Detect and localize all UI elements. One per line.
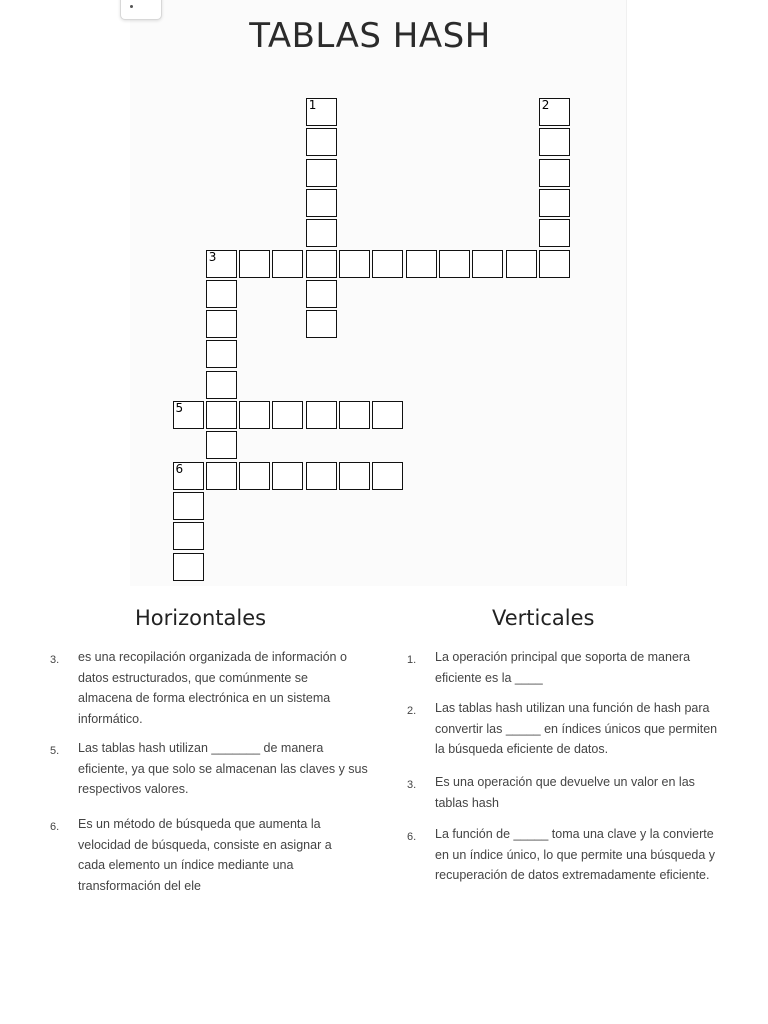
clue-text: Las tablas hash utilizan _______ de manera eficiente, ya que solo se almacenan las claves y sus respectivos valores. — [78, 741, 368, 796]
clue-number: 6. — [50, 821, 60, 833]
crossword-cell[interactable] — [439, 250, 470, 278]
crossword-cell[interactable] — [206, 371, 237, 399]
across-clue-6 — [50, 814, 360, 896]
crossword-cell[interactable] — [206, 462, 237, 490]
clue-number-label: 6 — [175, 461, 184, 476]
clue-text: es una recopilación organizada de información o datos estructurados, que comúnmente se almacena de forma electrónica en un sistema informático. — [78, 650, 347, 726]
crossword-cell[interactable] — [306, 401, 337, 429]
crossword-cell[interactable] — [173, 553, 204, 581]
crossword-cell[interactable] — [272, 401, 303, 429]
clue-number: 3. — [407, 779, 417, 791]
crossword-cell[interactable] — [173, 401, 204, 429]
clue-number-label: 1 — [308, 98, 317, 112]
clue-number-label: 3 — [208, 249, 217, 264]
crossword-cell[interactable] — [539, 159, 570, 187]
across-heading: Horizontales — [135, 606, 267, 630]
crossword-cell[interactable] — [173, 492, 204, 520]
crossword-cell[interactable] — [206, 401, 237, 429]
crossword-cell[interactable] — [472, 250, 503, 278]
crossword-cell[interactable] — [339, 401, 370, 429]
crossword-cell[interactable] — [239, 250, 270, 278]
crossword-cell[interactable] — [339, 250, 370, 278]
clue-number: 6. — [407, 831, 417, 843]
crossword-cell[interactable] — [206, 280, 237, 308]
crossword-cell[interactable] — [206, 250, 237, 278]
worksheet-page — [130, 0, 627, 586]
crossword-cell[interactable] — [173, 462, 204, 490]
page-title: TABLAS HASH — [249, 16, 491, 56]
crossword-cell[interactable] — [306, 280, 337, 308]
crossword-cell[interactable] — [239, 401, 270, 429]
down-clue-1 — [407, 647, 727, 689]
crossword-cell[interactable] — [306, 128, 337, 156]
crossword-cell[interactable] — [306, 250, 337, 278]
crossword-cell[interactable] — [272, 250, 303, 278]
crossword-cell[interactable] — [306, 219, 337, 247]
crossword-cell[interactable] — [239, 462, 270, 490]
handle-dot — [130, 5, 133, 8]
down-clue-2 — [407, 698, 727, 760]
down-heading: Verticales — [492, 606, 595, 630]
crossword-cell[interactable] — [372, 462, 403, 490]
crossword-cell[interactable] — [339, 462, 370, 490]
crossword-cell[interactable] — [306, 462, 337, 490]
clue-number-label: 2 — [541, 98, 550, 112]
down-clue-3 — [407, 772, 727, 814]
crossword-cell[interactable] — [173, 522, 204, 550]
across-clue-5 — [50, 738, 370, 800]
crossword-cell[interactable] — [206, 340, 237, 368]
clue-text: Las tablas hash utilizan una función de hash para convertir las _____ en índices únicos que permiten la búsqueda eficiente de datos. — [435, 701, 718, 756]
clue-text: Es una operación que devuelve un valor en las tablas hash — [435, 775, 695, 810]
clue-number: 5. — [50, 745, 60, 757]
crossword-cell[interactable] — [506, 250, 537, 278]
crossword-cell[interactable] — [539, 250, 570, 278]
across-clue-3 — [50, 647, 360, 729]
crossword-cell[interactable] — [206, 431, 237, 459]
crossword-cell[interactable] — [306, 310, 337, 338]
clue-text: Es un método de búsqueda que aumenta la velocidad de búsqueda, consiste en asignar a cada elemento un índice mediante una transformación del ele — [78, 817, 332, 893]
crossword-cell[interactable] — [206, 310, 237, 338]
crossword-cell[interactable] — [372, 250, 403, 278]
crossword-cell[interactable] — [539, 219, 570, 247]
crossword-cell[interactable] — [372, 401, 403, 429]
crossword-cell[interactable] — [306, 189, 337, 217]
crossword-cell[interactable] — [539, 128, 570, 156]
clue-text: La función de _____ toma una clave y la convierte en un índice único, lo que permite una búsqueda y recuperación de datos extremadamente eficiente. — [435, 827, 716, 882]
crossword-cell[interactable] — [406, 250, 437, 278]
crossword-cell[interactable] — [306, 159, 337, 187]
crossword-cell[interactable] — [539, 98, 570, 126]
crossword-cell[interactable] — [272, 462, 303, 490]
clue-number: 2. — [407, 705, 417, 717]
down-clue-6 — [407, 824, 727, 886]
clue-text: La operación principal que soporta de manera eficiente es la ____ — [435, 650, 691, 685]
crossword-cell[interactable] — [539, 189, 570, 217]
clue-number: 3. — [50, 654, 60, 666]
clue-number: 1. — [407, 654, 417, 666]
crossword-cell[interactable] — [306, 98, 337, 126]
clue-number-label: 5 — [175, 401, 184, 415]
